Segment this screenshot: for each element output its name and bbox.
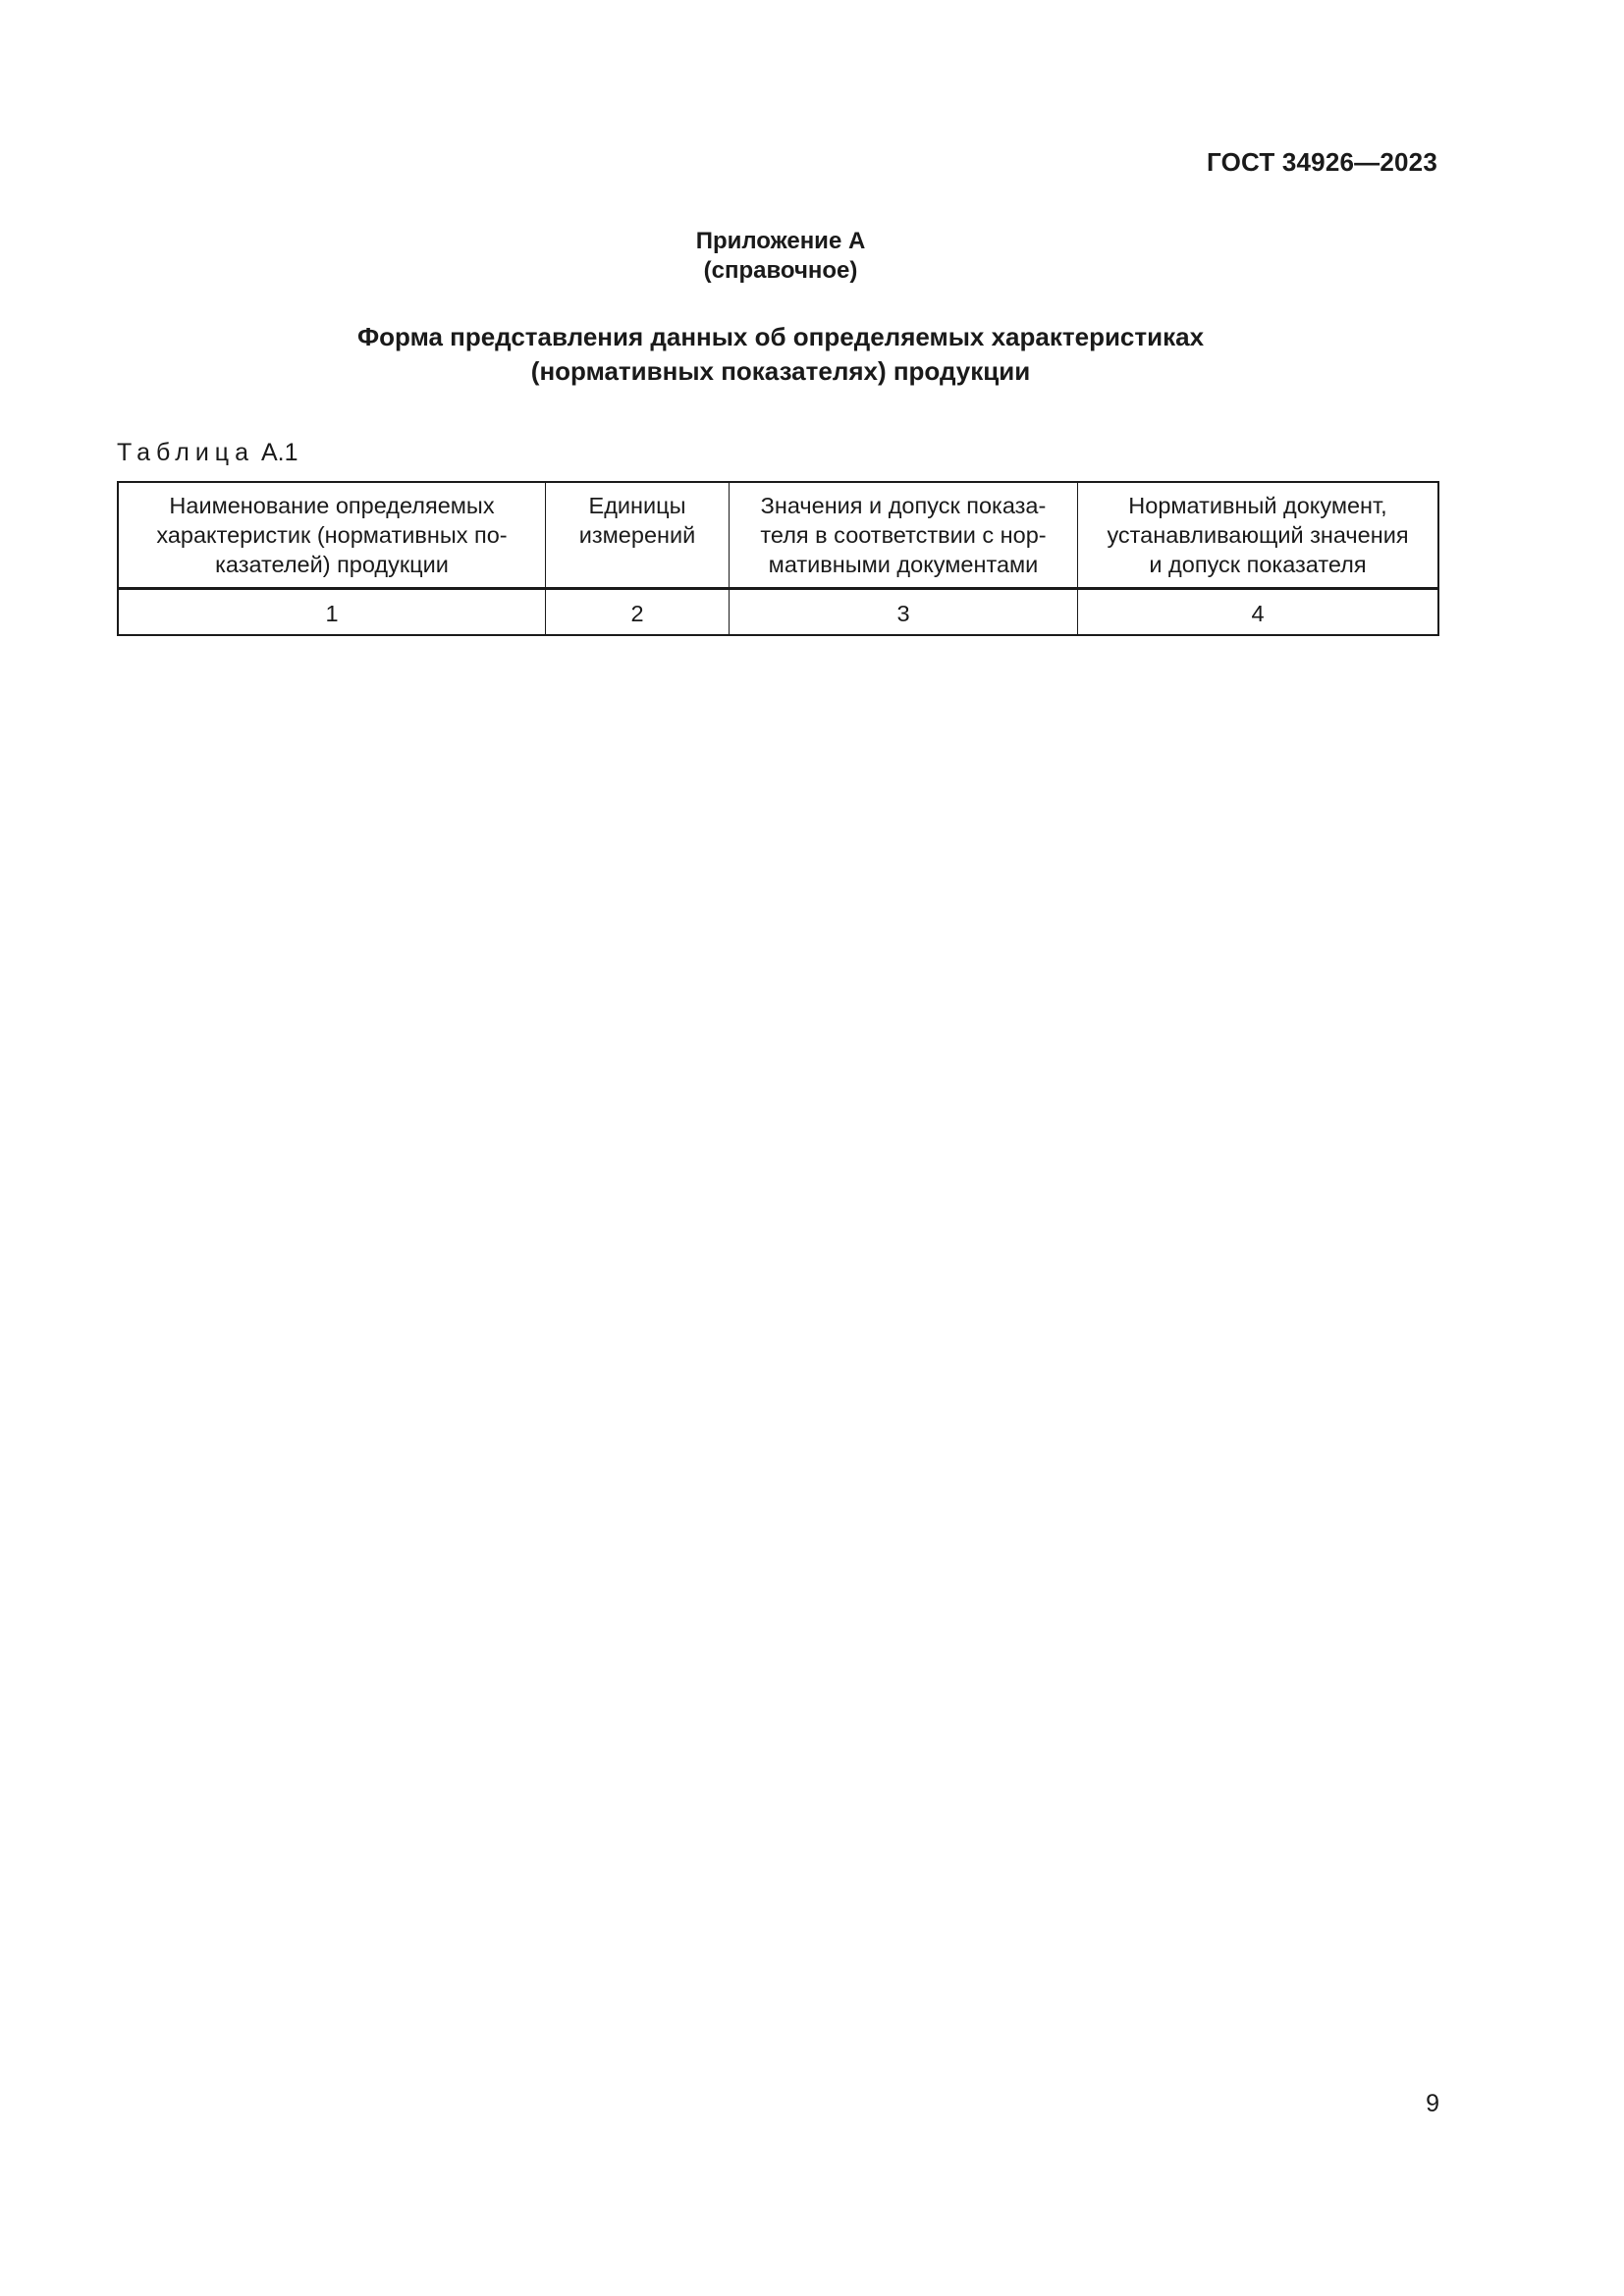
table-header-row [118, 482, 1438, 589]
column-header-values-tolerance [730, 482, 1078, 589]
column-number-cell: 3 [730, 589, 1078, 636]
document-code: ГОСТ 34926—2023 [1207, 147, 1437, 177]
page-number: 9 [1426, 2090, 1439, 2117]
table-caption-number: А.1 [260, 439, 298, 466]
header-line: мативными документами [768, 552, 1039, 577]
table-number-row [118, 589, 1438, 636]
header-line: Нормативный документ, [1128, 493, 1387, 518]
column-number-cell: 4 [1078, 589, 1439, 636]
annex-subtitle: (справочное) [703, 257, 858, 284]
header-line: Единицы [588, 493, 686, 518]
header-line: характеристик (нормативных по- [156, 522, 508, 548]
header-line: и допуск показателя [1149, 552, 1367, 577]
column-number-cell: 2 [546, 589, 730, 636]
column-header-characteristic-name [118, 482, 546, 589]
table-caption [117, 439, 298, 467]
form-heading-line-1: Форма представления данных об определяемых характеристиках [356, 322, 1205, 351]
annex-title: Приложение А [695, 228, 866, 254]
form-heading [0, 320, 1561, 389]
characteristics-table [117, 481, 1439, 636]
column-number-cell: 1 [118, 589, 546, 636]
header-line: измерений [578, 522, 696, 548]
table-caption-word: Таблица [117, 439, 255, 466]
column-header-units [546, 482, 730, 589]
header-line: Значения и допуск показа- [760, 493, 1047, 518]
header-line: устанавливающий значения [1107, 522, 1409, 548]
annex-title-block [0, 227, 1561, 286]
column-header-normative-document [1078, 482, 1439, 589]
form-heading-line-2: (нормативных показателях) продукции [530, 356, 1031, 386]
header-line: казателей) продукции [215, 552, 449, 577]
header-line: теля в соответствии с нор- [760, 522, 1047, 548]
header-line: Наименование определяемых [169, 493, 495, 518]
